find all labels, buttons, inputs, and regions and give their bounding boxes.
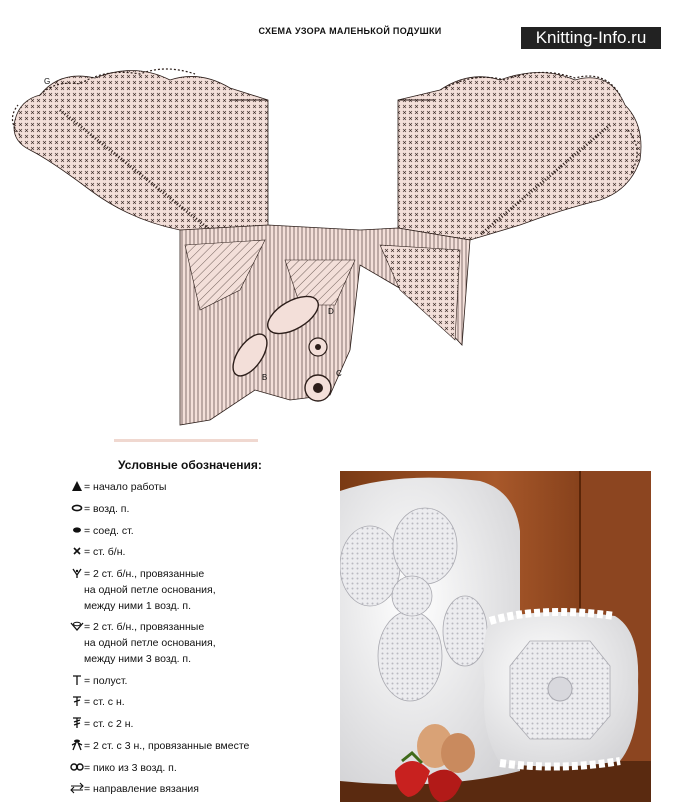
small-pillow — [483, 612, 638, 767]
pillow-photo — [340, 471, 651, 802]
chart-right-wing — [398, 72, 641, 240]
legend-text: = ст. б/н. — [84, 546, 126, 559]
legend-text: = начало работы — [84, 481, 167, 493]
crochet-chart — [0, 50, 700, 435]
chart-label-c: C — [336, 369, 342, 378]
picot-icon — [70, 761, 84, 773]
legend-item — [70, 695, 330, 711]
chart-label-g: G — [44, 77, 51, 86]
legend — [70, 458, 330, 804]
legend-text: = возд. п. — [84, 502, 130, 515]
dc-icon — [70, 695, 84, 707]
legend-text: = соед. ст. — [84, 524, 134, 537]
legend-item — [70, 761, 330, 777]
legend-item — [70, 567, 330, 614]
legend-item — [70, 545, 330, 561]
chart-left-wing — [12, 69, 268, 230]
legend-text: = направление вязания — [84, 783, 199, 796]
legend-item — [70, 524, 330, 540]
legend-item — [70, 717, 330, 733]
tr-icon — [70, 717, 84, 729]
legend-item — [70, 739, 330, 755]
chart-title: СХЕМА УЗОРА МАЛЕНЬКОЙ ПОДУШКИ — [258, 26, 442, 36]
v-stitch-icon — [70, 567, 84, 579]
scan-artifact-bar — [114, 439, 258, 442]
legend-text: = полуст. — [84, 674, 128, 687]
oval-chain-icon — [70, 502, 84, 514]
legend-item — [70, 480, 330, 496]
direction-arrows-icon — [70, 782, 84, 794]
site-watermark: Knitting-Info.ru — [521, 27, 661, 49]
chart-label-d: D — [328, 307, 334, 316]
legend-text: = 2 ст. б/н., провязанные на одной петле основания, между ними 1 возд. п. — [84, 568, 216, 612]
cluster-icon — [70, 739, 84, 751]
legend-text: = 2 ст. б/н., провязанные на одной петле основания, между ними 3 возд. п. — [84, 621, 216, 665]
legend-text: = пико из 3 возд. п. — [84, 761, 177, 774]
legend-item — [70, 620, 330, 667]
legend-title: Условные обозначения: — [118, 458, 262, 472]
legend-item — [70, 782, 330, 798]
v3-stitch-icon — [70, 620, 84, 632]
legend-text: = 2 ст. с 3 н., провязанные вместе — [84, 739, 250, 752]
legend-item — [70, 502, 330, 518]
legend-text: = ст. с н. — [84, 696, 125, 709]
x-stitch-icon — [70, 545, 84, 557]
legend-item — [70, 674, 330, 690]
dot-slip-icon — [70, 524, 84, 536]
half-dc-icon — [70, 674, 84, 686]
triangle-start-icon — [70, 480, 84, 492]
chart-center-motif — [180, 225, 470, 425]
chart-label-b: B — [262, 373, 268, 382]
legend-text: = ст. с 2 н. — [84, 718, 134, 730]
